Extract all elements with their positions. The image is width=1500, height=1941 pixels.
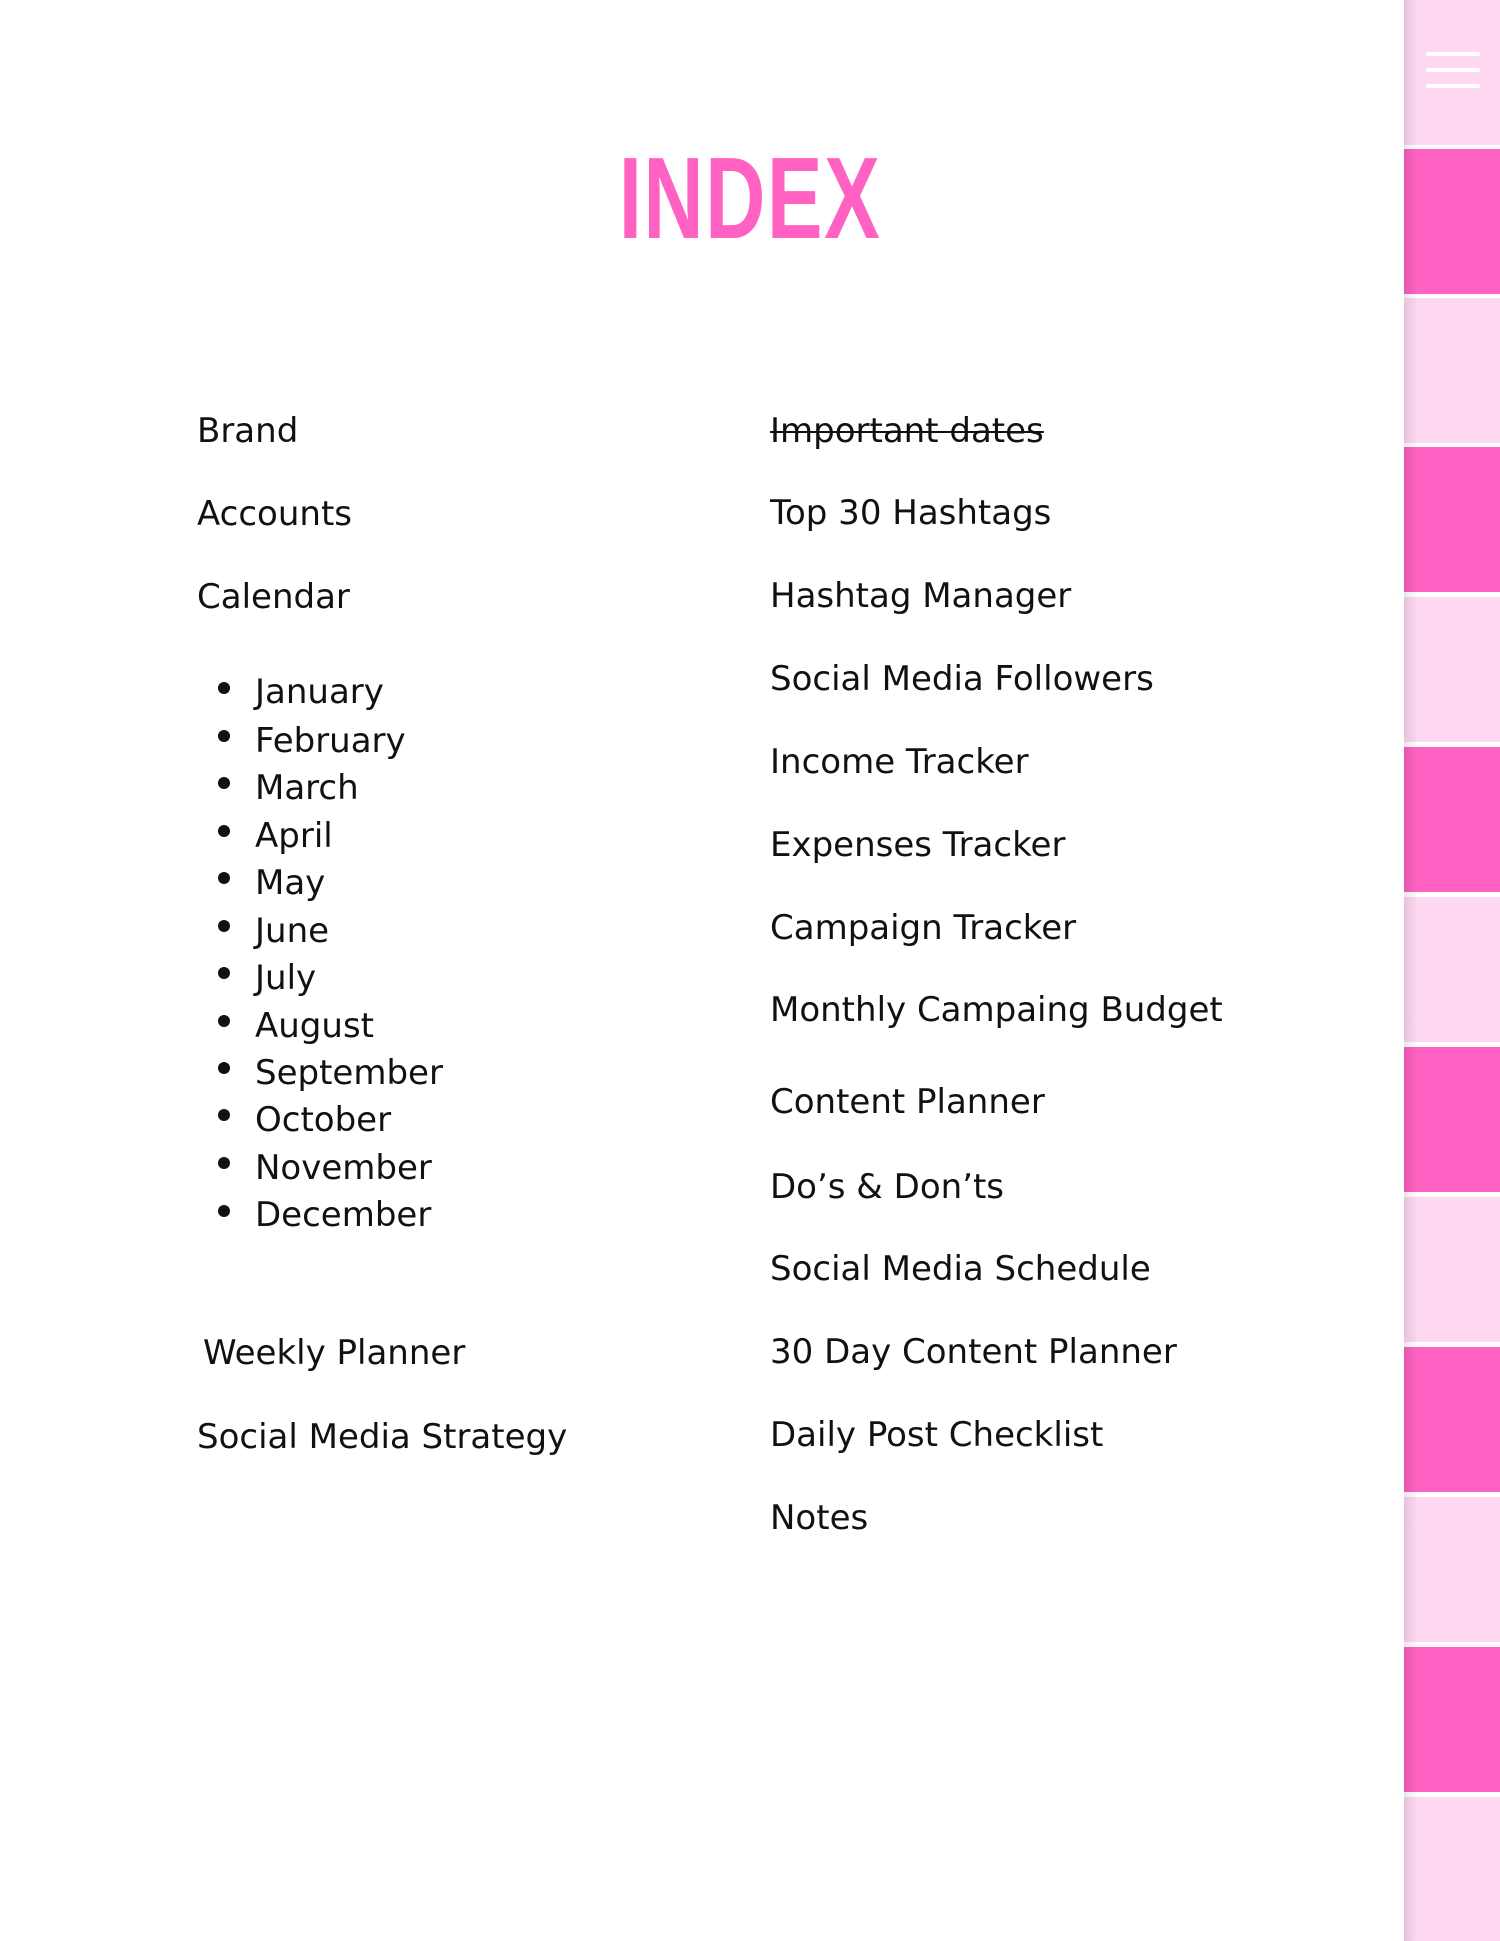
month-link-march[interactable]: March <box>255 768 359 808</box>
bullet-icon <box>218 1015 230 1027</box>
bullet-icon <box>218 1157 230 1169</box>
month-link-january[interactable]: January <box>255 672 384 712</box>
section-tab-7[interactable] <box>1404 1047 1500 1192</box>
hamburger-menu-icon <box>1426 84 1480 88</box>
index-link-content-planner[interactable]: Content Planner <box>770 1082 1045 1122</box>
month-link-september[interactable]: September <box>255 1053 443 1093</box>
bullet-icon <box>218 730 230 742</box>
bullet-icon <box>218 872 230 884</box>
index-link-notes[interactable]: Notes <box>770 1498 869 1538</box>
section-tab-5[interactable] <box>1404 747 1500 892</box>
index-link-calendar[interactable]: Calendar <box>197 577 350 617</box>
index-link-social-media-strategy[interactable]: Social Media Strategy <box>197 1417 568 1457</box>
section-tab-strip <box>1404 0 1500 1941</box>
index-link-expenses-tracker[interactable]: Expenses Tracker <box>770 825 1066 865</box>
section-tab-12[interactable] <box>1404 1797 1500 1941</box>
bullet-icon <box>218 1109 230 1121</box>
index-link-weekly-planner[interactable]: Weekly Planner <box>203 1333 466 1373</box>
bullet-icon <box>218 967 230 979</box>
section-tab-10[interactable] <box>1404 1497 1500 1642</box>
hamburger-menu-icon <box>1426 52 1480 56</box>
month-link-february[interactable]: February <box>255 721 406 761</box>
section-tab-4[interactable] <box>1404 597 1500 742</box>
section-tab-11[interactable] <box>1404 1647 1500 1792</box>
bullet-icon <box>218 920 230 932</box>
index-link-campaign-tracker[interactable]: Campaign Tracker <box>770 908 1077 948</box>
index-link-social-media-schedule[interactable]: Social Media Schedule <box>770 1249 1151 1289</box>
index-link-dos-and-donts[interactable]: Do’s & Don’ts <box>770 1167 1005 1207</box>
index-link-30-day-content-planner[interactable]: 30 Day Content Planner <box>770 1332 1177 1372</box>
index-link-important-dates[interactable]: Important dates <box>770 411 1044 451</box>
section-tab-6[interactable] <box>1404 897 1500 1042</box>
month-link-december[interactable]: December <box>255 1195 432 1235</box>
bullet-icon <box>218 825 230 837</box>
section-tab-2[interactable] <box>1404 298 1500 443</box>
section-tab-9[interactable] <box>1404 1347 1500 1492</box>
index-link-social-media-followers[interactable]: Social Media Followers <box>770 659 1154 699</box>
section-tab-3[interactable] <box>1404 447 1500 592</box>
index-link-monthly-campaing-budget[interactable]: Monthly Campaing Budget <box>770 990 1223 1030</box>
bullet-icon <box>218 682 230 694</box>
menu-tab[interactable] <box>1404 0 1500 145</box>
index-link-hashtag-manager[interactable]: Hashtag Manager <box>770 576 1072 616</box>
hamburger-menu-icon <box>1426 68 1480 72</box>
bullet-icon <box>218 1205 230 1217</box>
bullet-icon <box>218 1062 230 1074</box>
index-link-brand[interactable]: Brand <box>197 411 299 451</box>
month-link-june[interactable]: June <box>255 911 330 951</box>
month-link-august[interactable]: August <box>255 1006 374 1046</box>
month-link-november[interactable]: November <box>255 1148 432 1188</box>
index-link-top-30-hashtags[interactable]: Top 30 Hashtags <box>770 493 1052 533</box>
index-link-accounts[interactable]: Accounts <box>197 494 352 534</box>
index-link-income-tracker[interactable]: Income Tracker <box>770 742 1029 782</box>
month-link-may[interactable]: May <box>255 863 326 903</box>
section-tab-8[interactable] <box>1404 1197 1500 1342</box>
page-title: INDEX <box>618 133 882 263</box>
month-link-july[interactable]: July <box>255 958 317 998</box>
index-link-daily-post-checklist[interactable]: Daily Post Checklist <box>770 1415 1104 1455</box>
section-tab-1[interactable] <box>1404 149 1500 294</box>
bullet-icon <box>218 777 230 789</box>
month-link-april[interactable]: April <box>255 816 333 856</box>
month-link-october[interactable]: October <box>255 1100 392 1140</box>
